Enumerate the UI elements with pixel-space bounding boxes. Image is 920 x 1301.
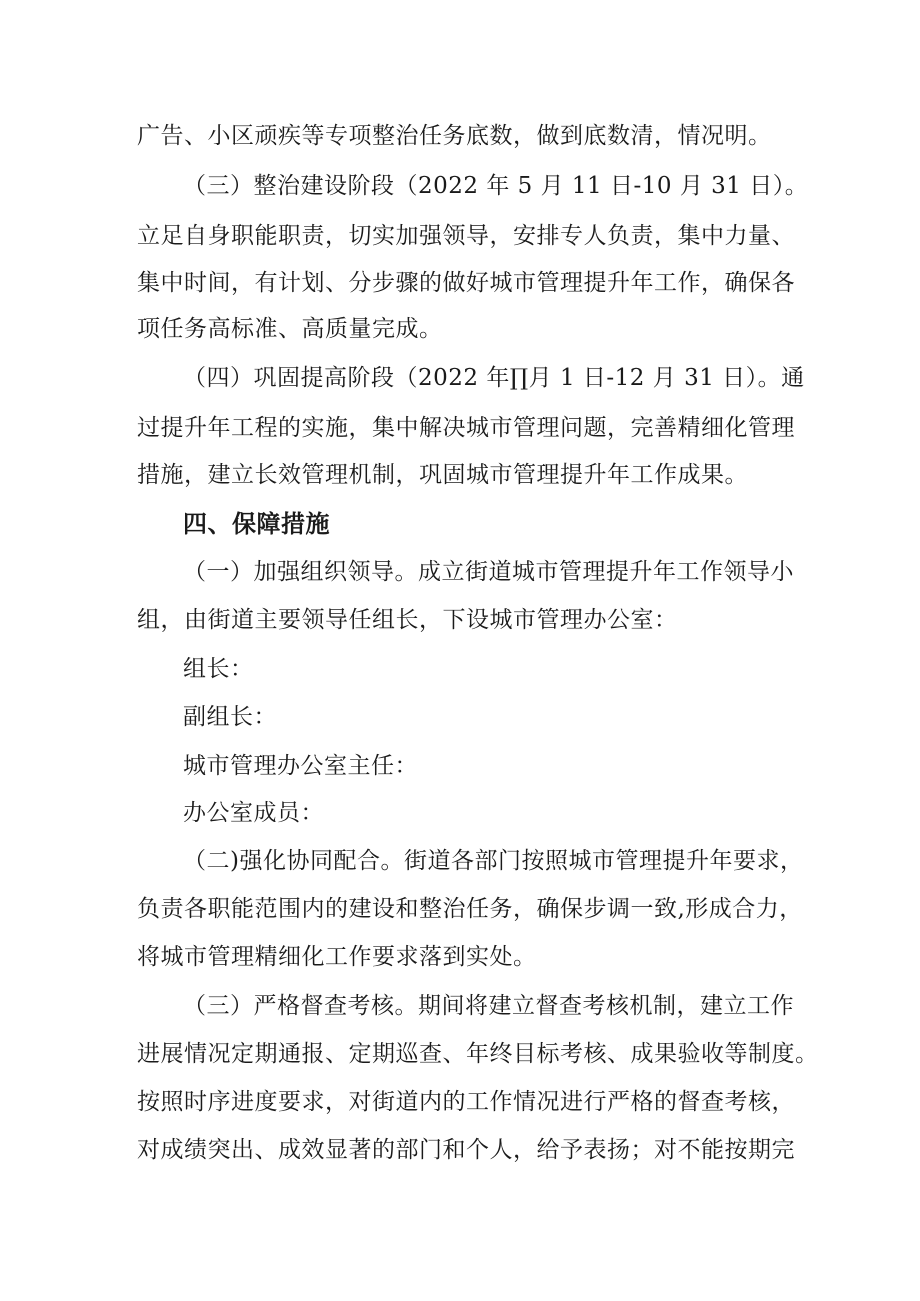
- text-line: 组长：: [183, 656, 254, 682]
- text-line: （一）加强组织领导。成立街道城市管理提升年工作领导小: [183, 559, 794, 585]
- text-line: 措施，建立长效管理机制，巩固城市管理提升年工作成果。: [137, 462, 748, 488]
- text-line: 将城市管理精细化工作要求落到实处。: [137, 944, 537, 970]
- text-line: 过提升年工程的实施，集中解决城市管理问题，完善精细化管理: [137, 415, 795, 441]
- text-line: 广告、小区顽疾等专项整治任务底数，做到底数清，情况明。: [137, 123, 772, 149]
- text-line: 按照时序进度要求，对街道内的工作情况进行严格的督查考核，: [137, 1089, 795, 1115]
- text-line: 集中时间，有计划、分步骤的做好城市管理提升年工作，确保各: [137, 270, 795, 296]
- section-heading: 四、保障措施: [183, 510, 330, 538]
- text-line: （四）巩固提高阶段（2022 年∏月 1 日-12 月 31 日）。通: [183, 365, 805, 391]
- text-line: （三）严格督查考核。期间将建立督查考核机制，建立工作: [183, 993, 794, 1019]
- text-line: 组，由街道主要领导任组长，下设城市管理办公室：: [137, 607, 678, 633]
- text-line: 办公室成员：: [183, 800, 324, 826]
- text-line: 项任务高标准、高质量完成。: [137, 316, 443, 342]
- text-line: （二)强化协同配合。街道各部门按照城市管理提升年要求，: [183, 848, 804, 874]
- text-line: 副组长：: [183, 704, 277, 730]
- text-line: （三）整治建设阶段（2022 年 5 月 11 日-10 月 31 日）。: [183, 173, 809, 199]
- text-line: 对成绩突出、成效显著的部门和个人，给予表扬；对不能按期完: [137, 1137, 795, 1163]
- text-line: 进展情况定期通报、定期巡查、年终目标考核、成果验收等制度。: [137, 1041, 819, 1067]
- text-line: 负责各职能范围内的建设和整治任务，确保步调一致,形成合力，: [137, 896, 803, 922]
- text-line: 立足自身职能职责，切实加强领导，安排专人负责，集中力量、: [137, 223, 795, 249]
- text-line: 城市管理办公室主任：: [183, 753, 418, 779]
